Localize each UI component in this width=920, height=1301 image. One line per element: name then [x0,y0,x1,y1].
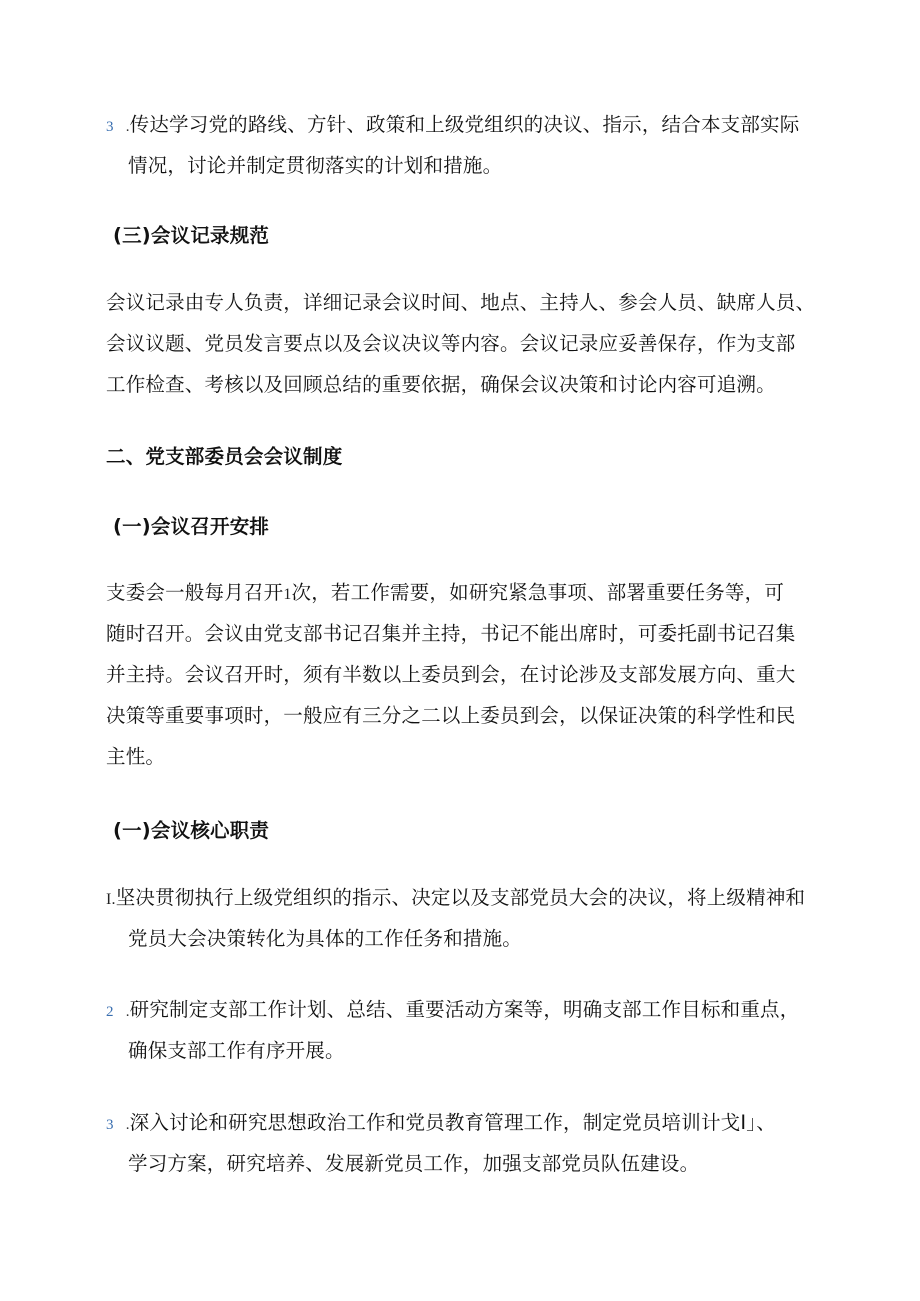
list-number: 3 [106,1117,114,1133]
inline-number: 1 [283,586,292,603]
heading-meeting-arrangement: (一)会议召开安排 [113,515,270,538]
section-heading-2: 二、党支部委员会会议制度 [106,445,343,468]
arrangement-paragraph [0,572,920,777]
duty-item-1 [0,877,920,959]
list-item-text-line1: 深入讨论和研究思想政治工作和党员教育管理工作，制定党员培训计戈I」、 [129,1111,776,1134]
list-item-text-line2: 学习方案，研究培养、发展新党员工作，加强支部党员队伍建设。 [128,1152,700,1175]
paragraph-line: 会议记录由专人负责，详细记录会议时间、地点、主持人、参会人员、缺席人员、 [106,291,816,314]
paragraph-text: 支委会一般每月召开 [106,581,284,604]
list-number: I. [106,891,116,908]
list-dot: . [125,119,130,135]
duty-item-2 [0,989,920,1071]
paragraph-line: 随时召开。会议由党支部书记召集并主持，书记不能出席时，可委托副书记召集 [106,622,796,645]
list-dot: . [125,1004,130,1020]
paragraph-line: 决策等重要事项时，一般应有三分之二以上委员到会，以保证决策的科学性和民 [106,704,796,727]
paragraph-line: 工作检查、考核以及回顾总结的重要依据，确保会议决策和讨论内容可追溯。 [106,373,776,396]
paragraph-line: 会议议题、党员发言要点以及会议决议等内容。会议记录应妥善保存，作为支部 [106,332,796,355]
list-number: 3 [106,119,114,135]
list-item-text-line2: 确保支部工作有序开展。 [128,1039,345,1062]
list-dot: . [125,1117,130,1133]
list-item-text-line2: 情况，讨论并制定贯彻落实的计划和措施。 [128,154,503,177]
records-paragraph [0,282,920,405]
paragraph-text: 次，若工作需要，如研究紧急事项、部署重要任务等，可 [291,581,785,604]
list-item-text-line2: 党员大会决策转化为具体的工作任务和措施。 [128,927,523,950]
list-item-text-line1: 研究制定支部工作计划、总结、重要活动方案等，明确支部工作目标和重点， [129,998,800,1021]
paragraph-line: 主性。 [106,745,166,768]
list-item-3-top [0,104,920,186]
heading-meeting-records: (三)会议记录规范 [113,224,270,247]
heading-core-duties: (一)会议核心职责 [113,819,270,842]
duty-item-3 [0,1102,920,1184]
list-item-text-line1: 传达学习党的路线、方针、政策和上级党组织的决议、指示，结合本支部实际 [129,113,800,136]
paragraph-line: 并主持。会议召开时，须有半数以上委员到会，在讨论涉及支部发展方向、重大 [106,663,796,686]
list-item-text-line1: 坚决贯彻执行上级党组织的指示、决定以及支部党员大会的决议，将上级精神和 [115,886,806,909]
list-number: 2 [106,1004,114,1020]
